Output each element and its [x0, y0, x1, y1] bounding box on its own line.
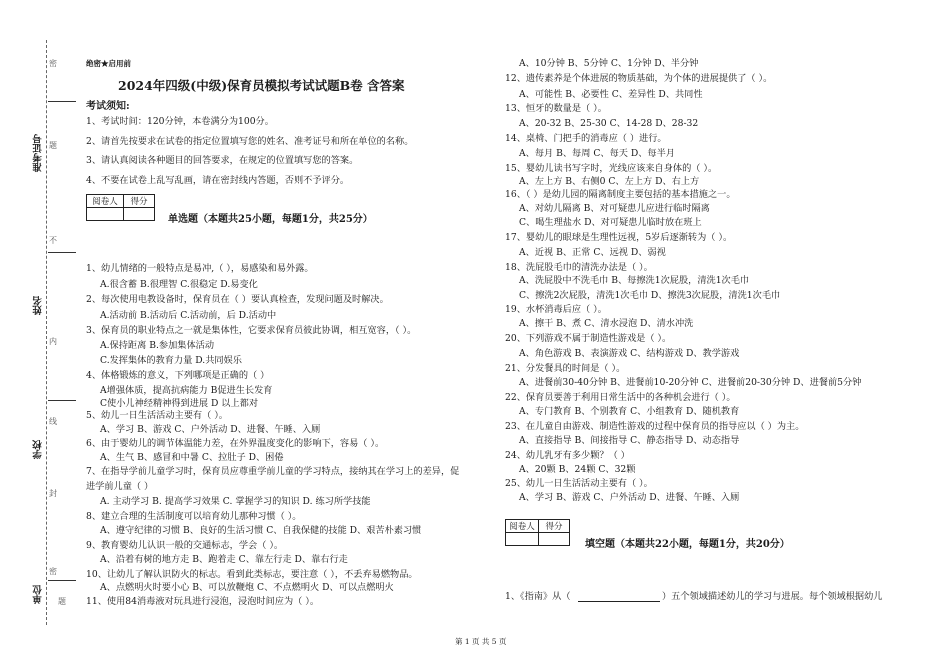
- question-text: 3、保育员的职业特点之一就是集体性，它要求保育员彼此协调，相互宽容，（ ）。: [86, 325, 417, 336]
- answer-options: C、擦洗2次屁股，清洗1次毛巾 D、擦洗3次屁股，清洗1次毛巾: [519, 290, 781, 301]
- answer-options: A、遵守纪律的习惯 B、良好的生活习惯 C、自我保健的技能 D、艰苦朴素习惯: [100, 525, 422, 536]
- answer-options: A、擦干 B、煮 C、清水浸泡 D、清水冲洗: [519, 318, 694, 329]
- page-title: 2024年四级(中级)保育员模拟考试试题B卷 含答案: [118, 78, 405, 93]
- answer-options: A、学习 B、游戏 C、户外活动 D、进餐、午睡、入厕: [519, 492, 740, 503]
- answer-options: C使小儿神经精神得到进展 D 以上都对: [100, 398, 259, 409]
- answer-options: A、20-32 B、25-30 C、14-28 D、28-32: [519, 118, 699, 129]
- score-label: 得分: [124, 195, 155, 208]
- notice-item: 3、请认真阅读各种题目的回答要求，在规定的位置填写您的答案。: [86, 155, 359, 166]
- grader-cell[interactable]: [506, 533, 539, 546]
- question-text: 18、洗屁股毛巾的清洗办法是（ ）。: [505, 262, 653, 273]
- question-text: 2、每次使用电教设备时，保育员在（ ）要认真检查，发现问题及时解决。: [86, 294, 389, 305]
- question-text: 24、幼儿乳牙有多少颗？（ ）: [505, 450, 630, 461]
- score-box: [505, 519, 570, 546]
- question-text: 12、遗传素养是个体进展的物质基础，为个体的进展提供了（ ）。: [505, 73, 773, 84]
- question-text: 10、让幼儿了解认识防火的标志。看到此类标志，要注意（ ），不丢弃易燃物品。: [86, 569, 418, 580]
- section-heading-fill-blank: 填空题（本题共22小题，每题1分，共20分）: [585, 539, 790, 550]
- answer-options: A、生气 B、感冒和中暑 C、拉肚子 D、困倦: [100, 452, 284, 463]
- question-text: 15、婴幼儿读书写字时，光线应该来自身体的（ ）。: [505, 163, 718, 174]
- answer-options: A、每月 B、每周 C、每天 D、每半月: [519, 148, 675, 159]
- question-text: 6、由于婴幼儿的调节体温能力差，在外界温度变化的影响下，容易（ ）。: [86, 438, 385, 449]
- question-text: 16、（ ）是幼儿园的隔离制度主要包括的基本措施之一。: [505, 189, 736, 200]
- seal-char: 不: [49, 236, 57, 245]
- answer-options: A、角色游戏 B、表演游戏 C、结构游戏 D、教学游戏: [519, 348, 740, 359]
- grader-label: 阅卷人: [87, 195, 124, 208]
- seal-char: 线: [49, 417, 57, 426]
- notice-heading: 考试须知:: [86, 101, 130, 112]
- question-text: 25、幼儿一日生活活动主要有（ ）。: [505, 478, 653, 489]
- secret-label: 绝密★启用前: [86, 59, 131, 68]
- notice-item: 1、考试时间：120分钟，本卷满分为100分。: [86, 116, 274, 127]
- question-text: 1、幼儿情绪的一般特点是易冲,（ ），易感染和易外露。: [86, 263, 314, 274]
- question-text: 8、建立合理的生活制度可以培育幼儿那种习惯（ ）。: [86, 511, 302, 522]
- notice-item: 2、请首先按要求在试卷的指定位置填写您的姓名、准考证号和所在单位的名称。: [86, 136, 414, 147]
- answer-options: A、对幼儿隔离 B、对可疑患儿应进行临时隔离: [519, 203, 710, 214]
- question-text: 11、使用84消毒液对玩具进行浸泡，浸泡时间应为（ ）。: [86, 596, 320, 607]
- binding-underline: [48, 400, 76, 401]
- binding-label-unit: 单位: [33, 585, 44, 604]
- score-cell[interactable]: [539, 533, 570, 546]
- question-text: 进学前儿童（ ）: [86, 481, 154, 492]
- answer-options: A增强体质，提高抗病能力 B促进生长发育: [100, 385, 273, 396]
- answer-options: A.活动前 B.活动后 C.活动前，后 D.活动中: [100, 310, 277, 321]
- binding-underline: [48, 101, 76, 102]
- answer-options: C、喝生理盐水 D、对可疑患儿临时放在班上: [519, 217, 702, 228]
- answer-options: A.很含蓄 B.很理智 C.很稳定 D.易变化: [100, 279, 258, 290]
- question-text: 19、水杯消毒后应（ ）。: [505, 304, 607, 315]
- seal-char: 密: [49, 567, 57, 576]
- binding-underline: [48, 580, 76, 581]
- answer-options: A、10分钟 B、5分钟 C、1分钟 D、半分钟: [519, 58, 699, 69]
- seal-char: 内: [49, 337, 57, 346]
- answer-options: A、近视 B、正常 C、远视 D、弱视: [519, 247, 666, 258]
- answer-options: A、点燃明火时要小心 B、可以放鞭炮 C、不点燃明火 D、可以点燃明火: [100, 582, 394, 593]
- question-text: 22、保育员要善于利用日常生活中的各种机会进行（ ）。: [505, 392, 736, 403]
- binding-label-school: 学校: [33, 440, 44, 459]
- question-text: 9、教育婴幼儿认识一般的交通标志，学会（ ）。: [86, 540, 284, 551]
- binding-underline: [48, 252, 76, 253]
- seal-char: 题: [49, 141, 57, 150]
- answer-options: A、专门教育 B、个别教育 C、小组教育 D、随机教育: [519, 406, 740, 417]
- question-text: 14、桌椅、门把手的消毒应（ ）进行。: [505, 133, 667, 144]
- score-box: [86, 194, 155, 221]
- question-text: 17、婴幼儿的眼球是生理性远视，5岁后逐渐转为（ ）。: [505, 232, 733, 243]
- answer-options: A、洗屁股中不洗毛巾 B、每擦洗1次屁股，清洗1次毛巾: [519, 275, 750, 286]
- binding-line: [46, 40, 47, 625]
- grader-label: 阅卷人: [506, 520, 539, 533]
- answer-options: A、可能性 B、必要性 C、差异性 D、共同性: [519, 89, 703, 100]
- fill-question-suffix: ）五个领域描述幼儿的学习与进展。每个领域根据幼儿: [662, 591, 883, 602]
- question-text: 7、在指导学前儿童学习时，保育员应尊重学前儿童的学习特点，接纳其在学习上的差异，促: [86, 466, 460, 477]
- grader-cell[interactable]: [87, 208, 124, 221]
- fill-question-prefix: 1、《指南》从（: [505, 591, 571, 602]
- question-text: 23、在儿童自由游戏、制造性游戏的过程中保育员的指导应以（ ）为主。: [505, 421, 805, 432]
- answer-options: A.保持距离 B.参加集体活动: [100, 340, 215, 351]
- binding-label-exam-number: 准考证号: [33, 134, 44, 172]
- answer-options: A. 主动学习 B. 提高学习效果 C. 掌握学习的知识 D. 练习所学技能: [100, 496, 371, 507]
- score-label: 得分: [539, 520, 570, 533]
- answer-blank[interactable]: [578, 601, 660, 602]
- answer-options: A、学习 B、游戏 C、户外活动 D、进餐、午睡、入厕: [100, 424, 321, 435]
- binding-label-name: 姓名: [33, 296, 44, 315]
- seal-char: 题: [58, 597, 66, 606]
- seal-char: 密: [49, 59, 57, 68]
- question-text: 4、体格锻炼的意义，下列哪项是正确的（ ）: [86, 370, 270, 381]
- question-text: 5、幼儿一日生活活动主要有（ ）。: [86, 410, 228, 421]
- score-cell[interactable]: [124, 208, 155, 221]
- answer-options: A、左上方 B、右侧0 C、左上方 D、右上方: [519, 176, 700, 187]
- notice-item: 4、不要在试卷上乱写乱画，请在密封线内答题，否则不予评分。: [86, 175, 350, 186]
- answer-options: A、沿着有树的地方走 B、跑着走 C、靠左行走 D、靠右行走: [100, 554, 348, 565]
- answer-options: A、20颗 B、24颗 C、32颗: [519, 464, 636, 475]
- question-text: 13、恒牙的数量是（ ）。: [505, 103, 607, 114]
- seal-char: 封: [49, 489, 57, 498]
- answer-options: A、进餐前30-40分钟 B、进餐前10-20分钟 C、进餐前20-30分钟 D、进餐前5分钟: [519, 377, 862, 388]
- page-number: 第 1 页 共 5 页: [455, 637, 507, 646]
- answer-options: A、直接指导 B、间接指导 C、静态指导 D、动态指导: [519, 435, 740, 446]
- question-text: 21、分发餐具的时间是（ ）。: [505, 363, 626, 374]
- question-text: 20、下列游戏不属于制造性游戏是（ ）。: [505, 333, 672, 344]
- answer-options: C.发挥集体的教育力量 D.共同娱乐: [100, 355, 242, 366]
- section-heading-single-choice: 单选题（本题共25小题，每题1分，共25分）: [168, 214, 373, 225]
